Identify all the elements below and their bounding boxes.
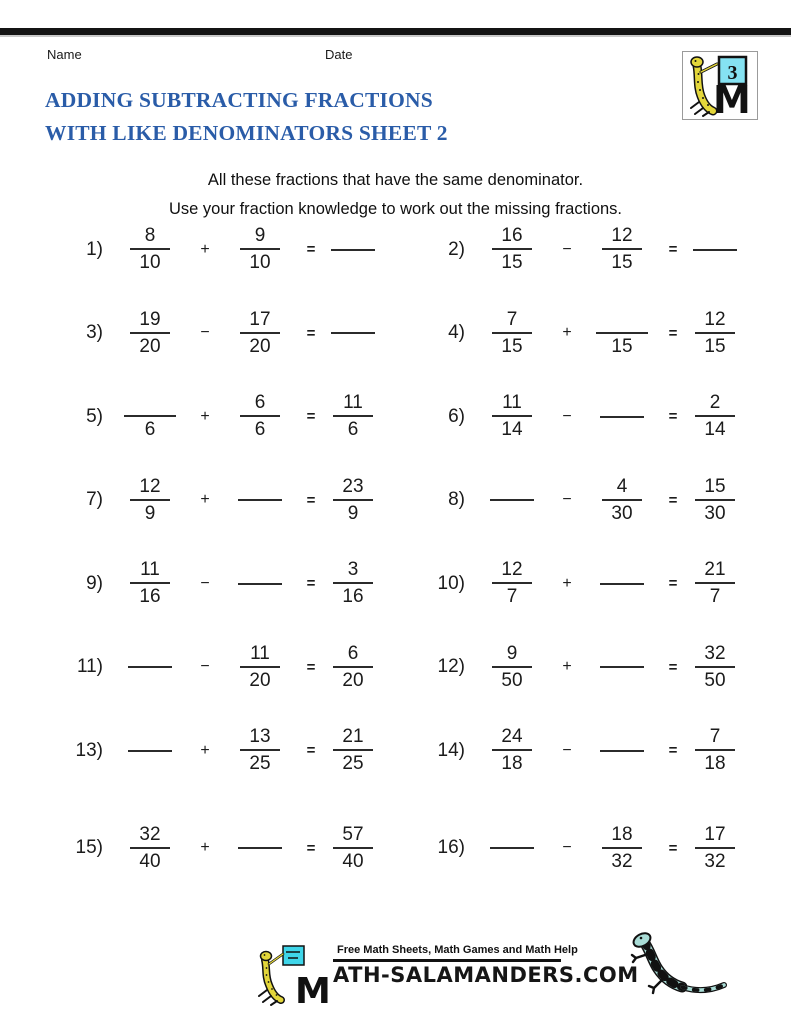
problem-row: [45, 542, 765, 626]
operator-sign: −: [562, 839, 572, 857]
result-slot: [323, 392, 383, 441]
numerator: 11: [140, 559, 160, 581]
problems: [45, 208, 765, 890]
problem-number: 12): [437, 656, 465, 678]
denominator: 9: [144, 502, 156, 524]
operand-slot: [473, 559, 551, 608]
numerator: 9: [254, 225, 266, 247]
denominator: 20: [249, 335, 271, 357]
fraction-bar: [492, 582, 532, 584]
numerator: 2: [709, 392, 721, 414]
numerator: 16: [501, 225, 523, 247]
operand-slot: [111, 824, 189, 873]
denominator: 32: [704, 850, 726, 872]
numerator: 12: [704, 308, 726, 330]
fraction: [695, 309, 735, 358]
equals-sign: =: [668, 658, 678, 676]
fraction-bar: [130, 847, 170, 849]
name-label: Name: [47, 47, 82, 62]
operator-sign: +: [562, 574, 572, 592]
fraction-bar: [695, 332, 735, 334]
gecko-icon: [628, 930, 733, 1005]
fraction: [492, 726, 532, 775]
problem-number: 9): [86, 572, 103, 594]
problem: [45, 225, 395, 274]
equals-sign: =: [668, 575, 678, 593]
numerator: [614, 309, 629, 331]
operand-slot: [111, 476, 189, 525]
numerator: 11: [502, 392, 522, 414]
result-slot: [685, 559, 745, 608]
operator-sign: +: [562, 658, 572, 676]
result-slot: [685, 824, 745, 873]
page-title: [45, 84, 448, 150]
operand-slot: [111, 559, 189, 608]
operand-slot: [583, 824, 661, 873]
numerator: 21: [342, 726, 364, 748]
equals-sign: =: [668, 408, 678, 426]
result-slot: [685, 392, 745, 441]
problem-number: 13): [75, 739, 103, 761]
footer-text: [333, 944, 639, 987]
result-slot: [685, 476, 745, 525]
fraction-bar: [130, 332, 170, 334]
denominator: 16: [342, 586, 364, 608]
operand-slot: [473, 847, 551, 849]
operand-slot: [221, 499, 299, 501]
fraction-bar: [602, 248, 642, 250]
equals-sign: =: [306, 408, 316, 426]
fraction-bar: [695, 666, 735, 668]
problem-number: 8): [448, 489, 465, 511]
problem-number: 11): [76, 656, 103, 678]
problem-row: [45, 626, 765, 710]
numerator: 57: [342, 823, 364, 845]
problem-number: 6): [448, 405, 465, 427]
problem: [407, 559, 757, 608]
numerator: 21: [704, 559, 726, 581]
fraction-bar: [240, 666, 280, 668]
problem: [45, 643, 395, 692]
header-logo-graphic: [683, 52, 755, 117]
fraction-bar: [130, 499, 170, 501]
denominator: 18: [704, 753, 726, 775]
fraction-bar: [695, 582, 735, 584]
fraction-bar: [695, 415, 735, 417]
numerator: 15: [704, 475, 726, 497]
denominator: 14: [501, 419, 523, 441]
answer-blank-line: [128, 666, 172, 668]
problem: [407, 309, 757, 358]
result-slot: [685, 309, 745, 358]
operand-slot: [111, 392, 189, 441]
board-number: 3: [727, 62, 738, 84]
problem: [45, 726, 395, 775]
fraction-bar: [240, 248, 280, 250]
operand-slot: [473, 392, 551, 441]
gecko-graphic: [628, 930, 733, 1010]
operand-slot: [583, 416, 661, 418]
denominator: 16: [139, 586, 161, 608]
denominator: 7: [506, 586, 518, 608]
equals-sign: =: [306, 324, 316, 342]
answer-blank-line: [600, 583, 644, 585]
fraction: [130, 309, 170, 358]
result-slot: [323, 332, 383, 334]
problem: [45, 392, 395, 441]
fraction: [240, 225, 280, 274]
problem: [407, 392, 757, 441]
fraction-missing-numerator: [596, 309, 648, 358]
title-line-1: ADDING SUBTRACTING FRACTIONS: [45, 88, 433, 112]
denominator: 15: [611, 335, 633, 357]
fraction: [130, 559, 170, 608]
instruction-line-1: All these fractions that have the same denominator.: [207, 171, 584, 189]
problem-number: 10): [437, 572, 465, 594]
problem-number: 1): [86, 238, 103, 260]
numerator: 7: [506, 308, 518, 330]
operator-sign: −: [562, 407, 572, 425]
answer-blank-line: [238, 499, 282, 501]
denominator: 15: [611, 252, 633, 274]
fraction: [333, 392, 373, 441]
fraction: [240, 309, 280, 358]
fraction-bar: [130, 582, 170, 584]
operator-sign: +: [200, 240, 210, 258]
fraction: [695, 824, 735, 873]
numerator: 17: [704, 823, 726, 845]
fraction-bar: [602, 847, 642, 849]
chalkboard-icon: [283, 946, 304, 965]
numerator: 12: [501, 559, 523, 581]
operand-slot: [473, 499, 551, 501]
operand-slot: [221, 847, 299, 849]
fraction-bar: [240, 749, 280, 751]
numerator: 24: [501, 726, 523, 748]
title-line-2: WITH LIKE DENOMINATORS SHEET 2: [45, 121, 448, 145]
problem: [45, 824, 395, 873]
denominator: 30: [611, 502, 633, 524]
numerator: 19: [139, 308, 161, 330]
problem-number: 15): [75, 837, 103, 859]
fraction-bar: [492, 749, 532, 751]
equals-sign: =: [306, 839, 316, 857]
denominator: 20: [249, 669, 271, 691]
operand-slot: [111, 666, 189, 668]
fraction: [333, 476, 373, 525]
fraction: [695, 726, 735, 775]
denominator: 25: [249, 753, 271, 775]
denominator: 50: [501, 669, 523, 691]
denominator: 50: [704, 669, 726, 691]
fraction: [333, 824, 373, 873]
equals-sign: =: [306, 742, 316, 760]
fraction: [695, 476, 735, 525]
equals-sign: =: [306, 241, 316, 259]
fraction-bar: [602, 499, 642, 501]
operator-sign: −: [562, 741, 572, 759]
numerator: 12: [611, 225, 633, 247]
denominator: 6: [254, 419, 266, 441]
result-slot: [685, 726, 745, 775]
problem-row: [45, 292, 765, 376]
denominator: 20: [139, 335, 161, 357]
letter-m-icon: M: [295, 971, 331, 1006]
header-logo: [682, 51, 758, 120]
footer-divider: [333, 959, 561, 962]
numerator: [142, 392, 157, 414]
denominator: 18: [501, 753, 523, 775]
problem-number: 14): [437, 739, 465, 761]
operator-sign: −: [562, 240, 572, 258]
operand-slot: [221, 726, 299, 775]
fraction-bar: [333, 499, 373, 501]
problem: [407, 225, 757, 274]
problem: [407, 824, 757, 873]
problem-row: [45, 807, 765, 891]
fraction: [240, 643, 280, 692]
result-slot: [323, 476, 383, 525]
problem: [45, 559, 395, 608]
operand-slot: [583, 666, 661, 668]
fraction-bar: [333, 666, 373, 668]
fraction-missing-numerator: [124, 392, 176, 441]
numerator: 32: [139, 823, 161, 845]
numerator: 32: [704, 642, 726, 664]
operator-sign: −: [200, 324, 210, 342]
denominator: 15: [501, 252, 523, 274]
denominator: 20: [342, 669, 364, 691]
denominator: 40: [139, 850, 161, 872]
fraction: [333, 726, 373, 775]
equals-sign: =: [668, 491, 678, 509]
fraction-bar: [492, 248, 532, 250]
problem: [407, 726, 757, 775]
operand-slot: [583, 476, 661, 525]
operand-slot: [473, 309, 551, 358]
denominator: 10: [249, 252, 271, 274]
date-label: Date: [325, 47, 353, 62]
fraction-bar: [695, 749, 735, 751]
denominator: 30: [704, 502, 726, 524]
instruction-line-2: Use your fraction knowledge to work out the missing fractions.: [168, 200, 623, 218]
fraction: [695, 643, 735, 692]
fraction: [695, 559, 735, 608]
numerator: 8: [144, 225, 156, 247]
fraction: [602, 824, 642, 873]
top-rule: [0, 28, 791, 37]
problem-row: [45, 208, 765, 292]
result-slot: [685, 249, 745, 251]
operand-slot: [111, 225, 189, 274]
fraction-bar: [124, 415, 176, 417]
footer-logo-icon: [253, 944, 331, 1006]
equals-sign: =: [668, 324, 678, 342]
fraction-bar: [492, 415, 532, 417]
denominator: 7: [709, 586, 721, 608]
denominator: 9: [347, 502, 359, 524]
fraction: [695, 392, 735, 441]
problem-number: 7): [86, 489, 103, 511]
operator-sign: −: [200, 574, 210, 592]
problem-row: [45, 375, 765, 459]
answer-blank-line: [331, 332, 375, 334]
salamander-icon: [259, 952, 283, 1006]
operand-slot: [473, 726, 551, 775]
fraction-bar: [695, 499, 735, 501]
footer-logo: [253, 944, 639, 1006]
problem: [407, 643, 757, 692]
operand-slot: [221, 583, 299, 585]
problem-number: 5): [86, 405, 103, 427]
operand-slot: [221, 225, 299, 274]
denominator: 6: [144, 419, 156, 441]
problem-number: 16): [437, 837, 465, 859]
operator-sign: +: [562, 324, 572, 342]
result-slot: [323, 726, 383, 775]
fraction-bar: [333, 749, 373, 751]
answer-blank-line: [128, 750, 172, 752]
equals-sign: =: [306, 658, 316, 676]
operand-slot: [111, 309, 189, 358]
denominator: 10: [139, 252, 161, 274]
equals-sign: =: [668, 839, 678, 857]
fraction: [333, 559, 373, 608]
problem-row: [45, 709, 765, 793]
answer-blank-line: [238, 583, 282, 585]
problem-row: [45, 459, 765, 543]
fraction: [602, 225, 642, 274]
fraction: [333, 643, 373, 692]
letter-m-icon: M: [713, 78, 751, 117]
operator-sign: +: [200, 741, 210, 759]
operand-slot: [473, 225, 551, 274]
operator-sign: −: [200, 658, 210, 676]
fraction: [492, 392, 532, 441]
operator-sign: +: [200, 407, 210, 425]
operator-sign: −: [562, 491, 572, 509]
answer-blank-line: [238, 847, 282, 849]
equals-sign: =: [668, 241, 678, 259]
answer-blank-line: [600, 666, 644, 668]
fraction: [240, 392, 280, 441]
fraction: [130, 225, 170, 274]
problem-number: 2): [448, 238, 465, 260]
denominator: 40: [342, 850, 364, 872]
fraction-bar: [240, 415, 280, 417]
footer-tagline: Free Math Sheets, Math Games and Math Help: [337, 944, 578, 956]
equals-sign: =: [668, 742, 678, 760]
numerator: 7: [709, 726, 721, 748]
site-text: ATH-SALAMANDERS.COM: [333, 963, 639, 987]
fraction: [130, 824, 170, 873]
operand-slot: [111, 750, 189, 752]
fraction: [492, 643, 532, 692]
operand-slot: [221, 392, 299, 441]
answer-blank-line: [490, 847, 534, 849]
operand-slot: [583, 750, 661, 752]
problem: [45, 476, 395, 525]
fraction-bar: [695, 847, 735, 849]
fraction: [492, 559, 532, 608]
denominator: 14: [704, 419, 726, 441]
operand-slot: [221, 643, 299, 692]
denominator: 25: [342, 753, 364, 775]
operand-slot: [473, 643, 551, 692]
fraction-bar: [596, 332, 648, 334]
numerator: 4: [616, 475, 628, 497]
result-slot: [323, 249, 383, 251]
numerator: 6: [254, 392, 266, 414]
denominator: 32: [611, 850, 633, 872]
numerator: 11: [250, 642, 270, 664]
numerator: 17: [249, 308, 271, 330]
numerator: 23: [342, 475, 364, 497]
answer-blank-line: [693, 249, 737, 251]
numerator: 11: [343, 392, 363, 414]
fraction-bar: [130, 248, 170, 250]
operand-slot: [583, 583, 661, 585]
operator-sign: +: [200, 491, 210, 509]
fraction-bar: [333, 415, 373, 417]
result-slot: [323, 824, 383, 873]
numerator: 3: [347, 559, 359, 581]
fraction: [492, 225, 532, 274]
fraction-bar: [333, 582, 373, 584]
fraction-bar: [492, 332, 532, 334]
fraction: [130, 476, 170, 525]
operand-slot: [583, 225, 661, 274]
fraction: [240, 726, 280, 775]
answer-blank-line: [600, 750, 644, 752]
fraction-bar: [333, 847, 373, 849]
fraction-bar: [492, 666, 532, 668]
result-slot: [685, 643, 745, 692]
denominator: 15: [501, 335, 523, 357]
denominator: 15: [704, 335, 726, 357]
problem-number: 4): [448, 322, 465, 344]
fraction: [602, 476, 642, 525]
equals-sign: =: [306, 491, 316, 509]
problem: [45, 309, 395, 358]
denominator: 6: [347, 419, 359, 441]
numerator: 18: [611, 823, 633, 845]
answer-blank-line: [490, 499, 534, 501]
fraction: [492, 309, 532, 358]
result-slot: [323, 643, 383, 692]
numerator: 13: [249, 726, 271, 748]
operator-sign: +: [200, 839, 210, 857]
answer-blank-line: [331, 249, 375, 251]
operand-slot: [583, 309, 661, 358]
fraction-bar: [240, 332, 280, 334]
numerator: 9: [506, 642, 518, 664]
problem-number: 3): [86, 322, 103, 344]
result-slot: [323, 559, 383, 608]
numerator: 12: [139, 475, 161, 497]
problem: [407, 476, 757, 525]
numerator: 6: [347, 642, 359, 664]
answer-blank-line: [600, 416, 644, 418]
operand-slot: [221, 309, 299, 358]
equals-sign: =: [306, 575, 316, 593]
